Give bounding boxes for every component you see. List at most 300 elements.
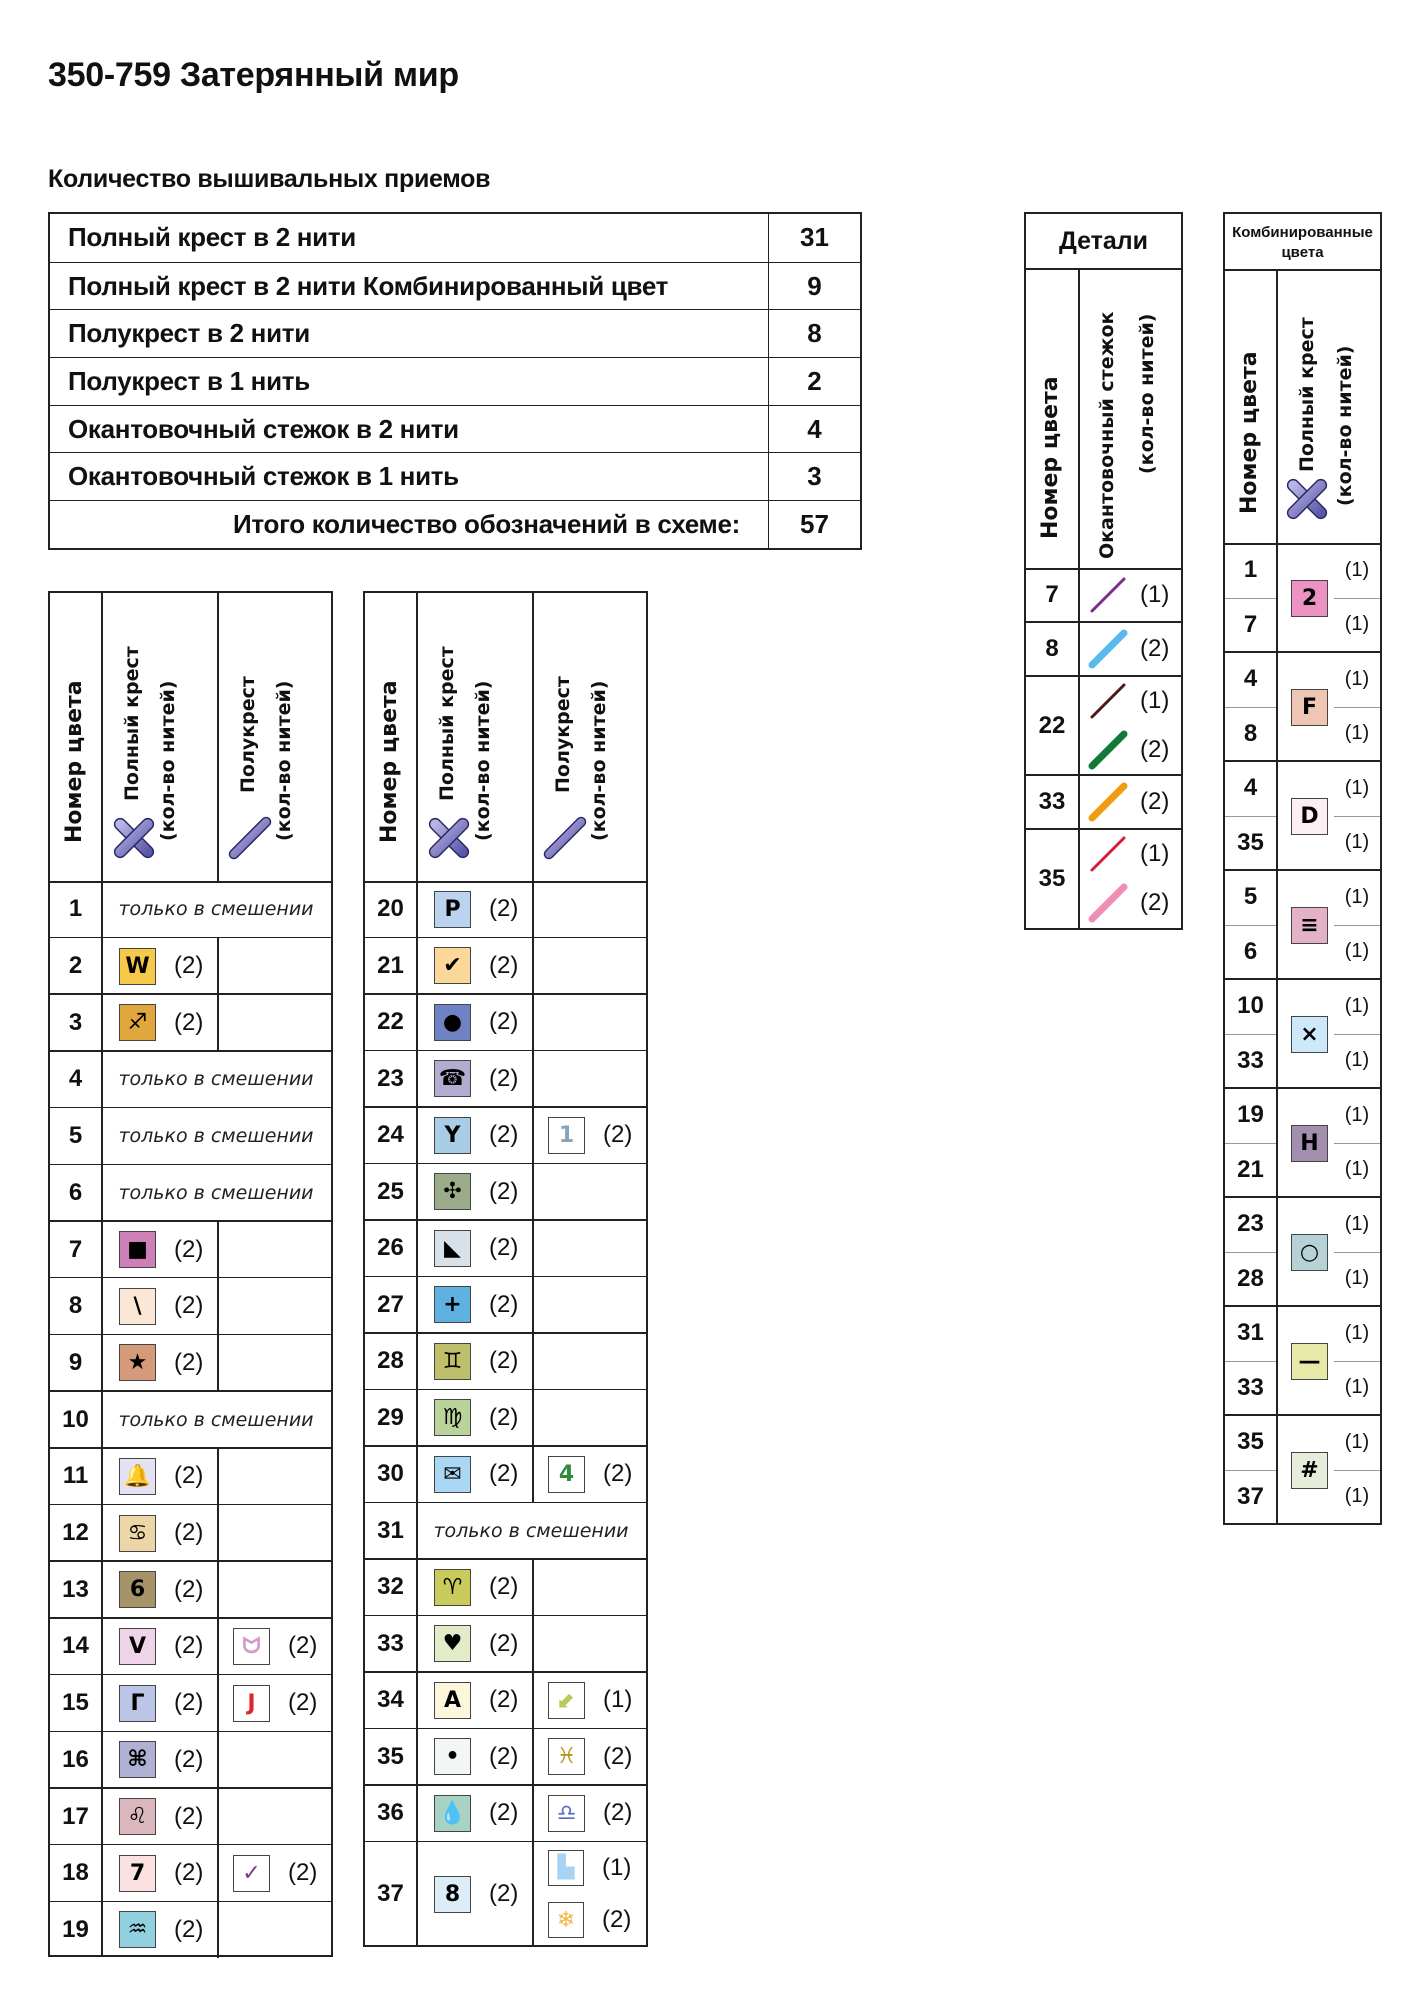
thread-count: (1) bbox=[1344, 885, 1370, 908]
mix-only-note: только в смешении bbox=[118, 898, 314, 921]
color-number: 26 bbox=[377, 1234, 404, 1262]
full-cross-symbol: ★ bbox=[119, 1344, 156, 1381]
full-cross-symbol: ♌ bbox=[119, 1798, 156, 1835]
thread-count: (2) bbox=[1140, 635, 1170, 662]
thread-count: (1) bbox=[1344, 1321, 1370, 1344]
row-divider bbox=[1225, 1034, 1276, 1035]
full-cross-cell bbox=[101, 1335, 217, 1392]
column-divider bbox=[217, 1448, 219, 1505]
color-number: 3 bbox=[68, 1008, 83, 1036]
summary-row bbox=[50, 405, 860, 453]
color-number: 35 bbox=[1038, 864, 1066, 892]
row-divider bbox=[1225, 1361, 1276, 1362]
half-stitch-icon bbox=[227, 815, 273, 861]
half-cross-cell bbox=[532, 1894, 646, 1947]
thread-count: (1) bbox=[1344, 1049, 1370, 1072]
thread-count: (2) bbox=[603, 1742, 633, 1770]
column-header-thread-count: (кол-во нитей) bbox=[273, 680, 295, 841]
color-number: 4 bbox=[68, 1065, 83, 1093]
thread-count: (2) bbox=[174, 1235, 204, 1263]
color-number: 5 bbox=[1243, 883, 1258, 911]
color-number: 19 bbox=[62, 1915, 89, 1943]
color-number: 11 bbox=[62, 1462, 89, 1490]
summary-total-value: 57 bbox=[768, 501, 860, 548]
mix-only-note: только в смешении bbox=[118, 1181, 314, 1204]
section-title: Количество вышивальных приемов bbox=[48, 165, 491, 193]
full-cross-symbol: ♊ bbox=[434, 1343, 471, 1380]
full-cross-symbol: 8 bbox=[434, 1876, 471, 1913]
thread-count: (1) bbox=[1140, 581, 1170, 608]
column-divider bbox=[532, 1164, 534, 1221]
combined-symbol: # bbox=[1291, 1452, 1328, 1489]
full-cross-cell bbox=[416, 938, 532, 995]
half-cross-symbol: ▙ bbox=[548, 1850, 584, 1886]
half-stitch-icon bbox=[542, 815, 588, 861]
mix-only-note: только в смешении bbox=[118, 1408, 314, 1431]
color-number: 33 bbox=[1038, 788, 1066, 815]
combined-symbol: F bbox=[1291, 689, 1328, 726]
half-cross-symbol: 4 bbox=[548, 1456, 585, 1493]
half-cross-cell bbox=[217, 1675, 331, 1732]
thread-count: (2) bbox=[489, 1629, 519, 1657]
thread-count: (2) bbox=[174, 952, 204, 980]
full-cross-symbol: ♈ bbox=[434, 1569, 471, 1606]
summary-row bbox=[50, 262, 860, 310]
full-cross-cell bbox=[416, 1446, 532, 1503]
full-cross-symbol: ◣ bbox=[434, 1230, 471, 1267]
row-divider bbox=[1334, 707, 1380, 708]
thread-count: (2) bbox=[174, 1462, 204, 1490]
color-number: 33 bbox=[1237, 1046, 1264, 1074]
row-divider bbox=[1225, 1143, 1276, 1144]
full-cross-cell bbox=[101, 1448, 217, 1505]
combined-colors-table bbox=[1223, 212, 1382, 1525]
column-divider bbox=[217, 1335, 219, 1392]
color-number: 2 bbox=[68, 952, 83, 980]
backstitch-cell bbox=[1078, 829, 1181, 879]
thread-count: (2) bbox=[174, 1519, 204, 1547]
half-cross-cell bbox=[532, 1729, 646, 1786]
full-cross-symbol: ■ bbox=[119, 1231, 156, 1268]
full-cross-cell bbox=[101, 1732, 217, 1789]
thread-count: (1) bbox=[1344, 940, 1370, 963]
column-header-color-number: Номер цвета bbox=[377, 680, 402, 843]
summary-label: Окантовочный стежок в 1 нить bbox=[68, 461, 459, 492]
full-cross-cell bbox=[101, 994, 217, 1051]
backstitch-line-icon bbox=[1088, 834, 1128, 874]
color-number: 36 bbox=[377, 1799, 404, 1827]
color-number: 27 bbox=[377, 1290, 404, 1318]
page-title: 350-759 Затерянный мир bbox=[48, 56, 459, 94]
color-number: 1 bbox=[1243, 556, 1258, 584]
thread-count: (2) bbox=[174, 1008, 204, 1036]
color-number: 1 bbox=[68, 895, 83, 923]
combined-symbol: ○ bbox=[1291, 1234, 1328, 1271]
column-header-color-number: Номер цвета bbox=[1237, 351, 1262, 514]
color-number: 21 bbox=[377, 951, 404, 979]
legend-table-left bbox=[48, 591, 333, 1957]
thread-count: (2) bbox=[602, 1906, 632, 1934]
column-header-full-cross: Полный крест bbox=[1296, 317, 1318, 472]
full-cross-symbol: ♐ bbox=[119, 1004, 156, 1041]
thread-count: (2) bbox=[489, 1008, 519, 1036]
row-divider bbox=[1334, 1470, 1380, 1471]
stitch-summary-table bbox=[48, 212, 862, 550]
backstitch-cell bbox=[1078, 775, 1181, 829]
column-header-backstitch: Окантовочный стежок bbox=[1096, 311, 1118, 559]
thread-count: (1) bbox=[1140, 686, 1170, 714]
full-cross-symbol: 🔔 bbox=[119, 1458, 156, 1495]
column-header-thread-count: (кол-во нитей) bbox=[1334, 345, 1356, 506]
full-cross-symbol: 6 bbox=[119, 1571, 156, 1608]
color-number: 10 bbox=[1237, 992, 1264, 1020]
color-number: 22 bbox=[1038, 711, 1066, 739]
summary-total-row bbox=[50, 500, 860, 548]
half-cross-cell bbox=[217, 1618, 331, 1675]
column-header-half-cross: Полукрест bbox=[237, 676, 259, 793]
column-divider bbox=[217, 1505, 219, 1562]
column-divider bbox=[217, 994, 219, 1051]
color-number: 35 bbox=[377, 1742, 404, 1770]
color-number: 16 bbox=[62, 1745, 89, 1773]
thread-count: (2) bbox=[489, 1742, 519, 1770]
combined-symbol: × bbox=[1291, 1016, 1328, 1053]
full-cross-symbol: + bbox=[434, 1286, 471, 1323]
full-cross-symbol: ⌘ bbox=[119, 1741, 156, 1778]
full-cross-symbol: Г bbox=[119, 1685, 156, 1722]
full-cross-symbol: Y bbox=[434, 1117, 471, 1154]
summary-label: Полный крест в 2 нити bbox=[68, 222, 356, 253]
full-cross-cell bbox=[101, 1278, 217, 1335]
color-number: 14 bbox=[62, 1632, 89, 1660]
full-cross-cell bbox=[101, 1221, 217, 1278]
row-divider bbox=[1334, 925, 1380, 926]
color-number: 33 bbox=[377, 1629, 404, 1657]
thread-count: (2) bbox=[489, 895, 519, 923]
color-number: 20 bbox=[377, 895, 404, 923]
thread-count: (2) bbox=[288, 1689, 318, 1717]
thread-count: (2) bbox=[174, 1802, 204, 1830]
thread-count: (1) bbox=[1344, 558, 1370, 581]
thread-count: (1) bbox=[1344, 1267, 1370, 1290]
full-cross-symbol: 💧 bbox=[434, 1795, 471, 1832]
column-header-full-cross: Полный крест bbox=[121, 646, 143, 801]
backstitch-cell bbox=[1078, 879, 1181, 929]
half-cross-symbol: J bbox=[233, 1685, 270, 1722]
backstitch-cell bbox=[1078, 568, 1181, 622]
thread-count: (2) bbox=[489, 1686, 519, 1714]
full-cross-symbol: P bbox=[434, 891, 471, 928]
thread-count: (2) bbox=[489, 1064, 519, 1092]
column-divider bbox=[532, 1333, 534, 1390]
thread-count: (1) bbox=[1140, 839, 1170, 867]
color-number: 35 bbox=[1237, 1428, 1264, 1456]
row-divider bbox=[1334, 1361, 1380, 1362]
thread-count: (2) bbox=[174, 1689, 204, 1717]
half-cross-symbol: ♎ bbox=[548, 1795, 585, 1832]
summary-label: Окантовочный стежок в 2 нити bbox=[68, 413, 459, 444]
half-cross-symbol: ❄ bbox=[548, 1902, 584, 1938]
color-number: 30 bbox=[377, 1460, 404, 1488]
backstitch-cell bbox=[1078, 622, 1181, 676]
color-number: 10 bbox=[62, 1405, 89, 1433]
thread-count: (1) bbox=[602, 1853, 632, 1881]
column-header-full-cross: Полный крест bbox=[436, 646, 458, 801]
row-divider bbox=[1225, 269, 1380, 271]
summary-row bbox=[50, 214, 860, 262]
full-cross-symbol: ✔ bbox=[434, 947, 471, 984]
full-cross-cell bbox=[101, 1505, 217, 1562]
column-divider bbox=[532, 994, 534, 1051]
half-cross-cell bbox=[217, 1845, 331, 1902]
thread-count: (2) bbox=[489, 951, 519, 979]
column-divider bbox=[217, 1221, 219, 1278]
color-number: 7 bbox=[68, 1235, 83, 1263]
color-number: 5 bbox=[68, 1122, 83, 1150]
thread-count: (2) bbox=[174, 1915, 204, 1943]
column-divider bbox=[1276, 269, 1278, 1523]
row-divider bbox=[1334, 1034, 1380, 1035]
thread-count: (2) bbox=[174, 1745, 204, 1773]
color-number: 28 bbox=[1237, 1264, 1264, 1292]
column-divider bbox=[217, 1788, 219, 1845]
combined-title: Комбинированные цвета bbox=[1232, 223, 1373, 261]
thread-count: (1) bbox=[1344, 1212, 1370, 1235]
column-divider bbox=[532, 1390, 534, 1447]
mix-only-note: только в смешении bbox=[118, 1068, 314, 1091]
summary-total-label: Итого количество обозначений в схеме: bbox=[233, 508, 740, 539]
full-cross-cell bbox=[416, 1333, 532, 1390]
thread-count: (1) bbox=[1344, 722, 1370, 745]
row-divider bbox=[1334, 816, 1380, 817]
combined-symbol: ≡ bbox=[1291, 907, 1328, 944]
mix-only-note: только в смешении bbox=[118, 1125, 314, 1148]
color-number: 8 bbox=[68, 1292, 83, 1320]
column-header-half-cross: Полукрест bbox=[552, 676, 574, 793]
full-cross-symbol: ✣ bbox=[434, 1173, 471, 1210]
thread-count: (1) bbox=[1344, 994, 1370, 1017]
combined-symbol: 2 bbox=[1291, 580, 1328, 617]
mix-only-note: только в смешении bbox=[433, 1519, 629, 1542]
combined-symbol: D bbox=[1291, 798, 1328, 835]
backstitch-cell bbox=[1078, 726, 1181, 776]
column-header-thread-count: (кол-во нитей) bbox=[588, 680, 610, 841]
half-cross-cell bbox=[532, 1842, 646, 1895]
summary-value: 2 bbox=[768, 358, 860, 405]
full-cross-cell bbox=[101, 938, 217, 995]
column-divider bbox=[532, 1559, 534, 1616]
color-number: 32 bbox=[377, 1573, 404, 1601]
color-number: 31 bbox=[1237, 1319, 1264, 1347]
full-cross-cell bbox=[416, 1164, 532, 1221]
full-cross-symbol: • bbox=[434, 1738, 471, 1775]
backstitch-line-icon bbox=[1088, 730, 1128, 770]
full-cross-cell bbox=[416, 1277, 532, 1334]
thread-count: (2) bbox=[174, 1575, 204, 1603]
full-cross-symbol: ♋ bbox=[119, 1515, 156, 1552]
full-cross-cell bbox=[416, 1785, 532, 1842]
color-number: 8 bbox=[1045, 635, 1059, 662]
color-number: 37 bbox=[1237, 1482, 1264, 1510]
combined-symbol: H bbox=[1291, 1125, 1328, 1162]
row-divider bbox=[1026, 268, 1181, 270]
thread-count: (2) bbox=[489, 1121, 519, 1149]
thread-count: (2) bbox=[288, 1632, 318, 1660]
full-cross-cell bbox=[416, 1616, 532, 1673]
thread-count: (2) bbox=[174, 1292, 204, 1320]
thread-count: (2) bbox=[489, 1573, 519, 1601]
column-divider bbox=[217, 938, 219, 995]
thread-count: (2) bbox=[174, 1859, 204, 1887]
half-cross-cell bbox=[532, 1672, 646, 1729]
full-cross-symbol: ✉ bbox=[434, 1456, 471, 1493]
full-cross-cell bbox=[101, 1788, 217, 1845]
column-divider bbox=[532, 1051, 534, 1108]
thread-count: (2) bbox=[174, 1632, 204, 1660]
full-cross-symbol: A bbox=[434, 1682, 471, 1719]
color-number: 23 bbox=[1237, 1210, 1264, 1238]
thread-count: (2) bbox=[489, 1290, 519, 1318]
color-number: 33 bbox=[1237, 1373, 1264, 1401]
thread-count: (1) bbox=[1344, 1485, 1370, 1508]
color-number: 28 bbox=[377, 1347, 404, 1375]
column-header-color-number: Номер цвета bbox=[62, 680, 87, 843]
full-cross-cell bbox=[416, 1051, 532, 1108]
column-divider bbox=[532, 1277, 534, 1334]
color-number: 12 bbox=[62, 1519, 89, 1547]
thread-count: (2) bbox=[1140, 788, 1170, 815]
thread-count: (2) bbox=[489, 1177, 519, 1205]
backstitch-cell bbox=[1078, 676, 1181, 726]
half-cross-cell bbox=[532, 1446, 646, 1503]
thread-count: (1) bbox=[1344, 613, 1370, 636]
summary-label: Полукрест в 1 нить bbox=[68, 365, 310, 396]
thread-count: (2) bbox=[489, 1799, 519, 1827]
row-divider bbox=[1225, 707, 1276, 708]
full-cross-symbol: W bbox=[119, 948, 156, 985]
color-number: 25 bbox=[377, 1177, 404, 1205]
thread-count: (2) bbox=[489, 1234, 519, 1262]
column-header-thread-count: (кол-во нитей) bbox=[157, 680, 179, 841]
full-cross-cell bbox=[101, 1618, 217, 1675]
row-divider bbox=[1334, 1252, 1380, 1253]
full-cross-symbol: ♥ bbox=[434, 1625, 471, 1662]
color-number: 9 bbox=[68, 1348, 83, 1376]
full-cross-cell bbox=[101, 1845, 217, 1902]
summary-row bbox=[50, 452, 860, 500]
full-cross-symbol: \ bbox=[119, 1288, 156, 1325]
half-cross-symbol: ⬋ bbox=[548, 1682, 585, 1719]
full-cross-cell bbox=[101, 1561, 217, 1618]
thread-count: (2) bbox=[489, 1460, 519, 1488]
thread-count: (1) bbox=[1344, 1103, 1370, 1126]
column-divider bbox=[217, 1561, 219, 1618]
column-divider bbox=[532, 938, 534, 995]
column-divider bbox=[217, 1732, 219, 1789]
full-cross-cell bbox=[101, 1675, 217, 1732]
color-number: 31 bbox=[377, 1516, 404, 1544]
backstitch-line-icon bbox=[1088, 575, 1128, 615]
half-cross-symbol: ♓ bbox=[548, 1738, 585, 1775]
row-divider bbox=[1225, 816, 1276, 817]
color-number: 24 bbox=[377, 1121, 404, 1149]
column-divider bbox=[532, 1616, 534, 1673]
full-cross-symbol: 7 bbox=[119, 1855, 156, 1892]
row-divider bbox=[1225, 1252, 1276, 1253]
thread-count: (2) bbox=[603, 1799, 633, 1827]
full-cross-cell bbox=[416, 994, 532, 1051]
thread-count: (2) bbox=[489, 1403, 519, 1431]
column-divider bbox=[217, 1902, 219, 1959]
color-number: 21 bbox=[1237, 1155, 1264, 1183]
details-title: Детали bbox=[1058, 226, 1149, 255]
full-cross-cell bbox=[416, 1220, 532, 1277]
thread-count: (1) bbox=[1344, 667, 1370, 690]
full-cross-cell bbox=[416, 1729, 532, 1786]
column-divider bbox=[217, 593, 219, 881]
full-cross-symbol: ☎ bbox=[434, 1060, 471, 1097]
column-divider bbox=[532, 1220, 534, 1277]
thread-count: (1) bbox=[1344, 1430, 1370, 1453]
color-number: 8 bbox=[1243, 719, 1258, 747]
full-cross-cell bbox=[416, 1390, 532, 1447]
full-cross-cell bbox=[416, 1842, 532, 1947]
summary-value: 8 bbox=[768, 310, 860, 357]
thread-count: (1) bbox=[1344, 776, 1370, 799]
legend-table-right bbox=[363, 591, 648, 1947]
color-number: 34 bbox=[377, 1686, 404, 1714]
color-number: 4 bbox=[1243, 665, 1258, 693]
color-number: 17 bbox=[62, 1802, 89, 1830]
color-number: 29 bbox=[377, 1403, 404, 1431]
row-divider bbox=[1334, 1143, 1380, 1144]
column-divider bbox=[532, 881, 534, 938]
full-cross-cell bbox=[416, 881, 532, 938]
summary-value: 3 bbox=[768, 453, 860, 500]
thread-count: (2) bbox=[1140, 736, 1170, 764]
thread-count: (2) bbox=[288, 1859, 318, 1887]
half-cross-symbol: ✓ bbox=[233, 1855, 270, 1892]
details-table bbox=[1024, 212, 1183, 930]
cross-stitch-icon bbox=[111, 815, 157, 861]
row-divider bbox=[1334, 598, 1380, 599]
backstitch-line-icon bbox=[1088, 782, 1128, 822]
column-divider bbox=[217, 1278, 219, 1335]
row-divider bbox=[1225, 598, 1276, 599]
full-cross-symbol: ♒ bbox=[119, 1911, 156, 1948]
color-number: 6 bbox=[68, 1178, 83, 1206]
full-cross-symbol: ♍ bbox=[434, 1399, 471, 1436]
thread-count: (2) bbox=[489, 1880, 519, 1907]
summary-value: 9 bbox=[768, 263, 860, 310]
thread-count: (1) bbox=[1344, 1376, 1370, 1399]
combined-symbol: — bbox=[1291, 1343, 1328, 1380]
thread-count: (1) bbox=[603, 1686, 633, 1714]
cross-stitch-icon bbox=[1284, 476, 1330, 522]
color-number: 22 bbox=[377, 1008, 404, 1036]
thread-count: (2) bbox=[603, 1121, 633, 1149]
thread-count: (2) bbox=[174, 1348, 204, 1376]
summary-value: 31 bbox=[768, 214, 860, 262]
summary-label: Полный крест в 2 нити Комбинированный цвет bbox=[68, 270, 669, 301]
full-cross-symbol: ● bbox=[434, 1004, 471, 1041]
backstitch-line-icon bbox=[1088, 681, 1128, 721]
thread-count: (2) bbox=[603, 1460, 633, 1488]
column-header-color-number: Номер цвета bbox=[1038, 376, 1063, 539]
summary-row bbox=[50, 309, 860, 357]
color-number: 35 bbox=[1237, 828, 1264, 856]
column-header-thread-count: (кол-во нитей) bbox=[1136, 313, 1158, 474]
